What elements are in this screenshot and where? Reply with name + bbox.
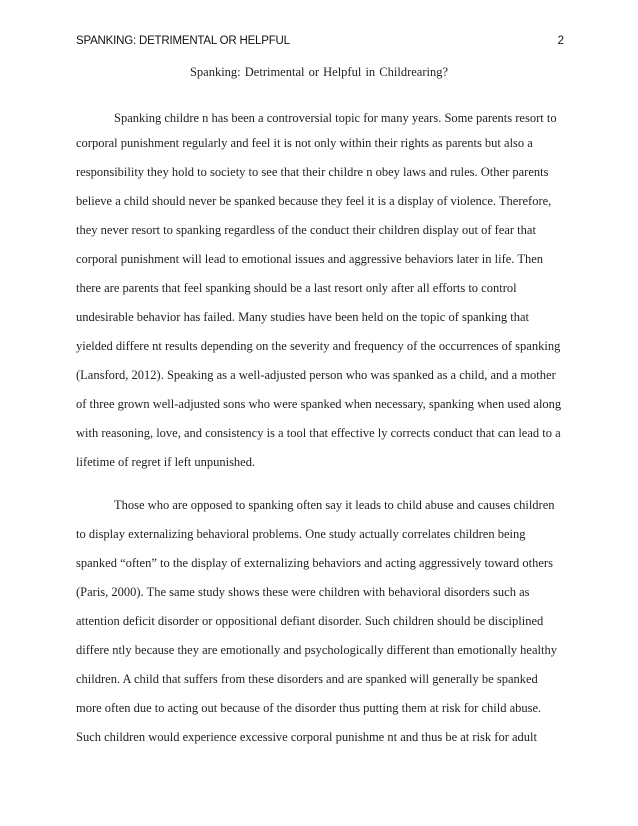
paragraph-line: undesirable behavior has failed. Many studies have been held on the topic of spanking that (76, 310, 529, 324)
paragraph-line: there are parents that feel spanking should be a last resort only after all efforts to control (76, 281, 517, 295)
paragraph-line: corporal punishment regularly and feel it is not only within their rights as parents but also a (76, 136, 533, 150)
paragraph-line: lifetime of regret if left unpunished. (76, 455, 256, 469)
paragraph-line: Those who are opposed to spanking often say it leads to child abuse and causes children (114, 498, 555, 512)
running-head: SPANKING: DETRIMENTAL OR HELPFUL (76, 35, 290, 47)
paragraph-line: yielded differe nt results depending on the severity and frequency of the occurrences of spanking (76, 339, 561, 353)
paragraph-line: spanked “often” to the display of externalizing behaviors and acting aggressively toward others (76, 556, 553, 570)
paragraph-line: responsibility they hold to society to see that their childre n obey laws and rules. Other parents (76, 165, 549, 179)
paragraph-line: more often due to acting out because of the disorder thus putting them at risk for child abuse. (76, 701, 542, 715)
paragraph-line: Such children would experience excessive corporal punishme nt and thus be at risk for adult (76, 730, 537, 744)
paragraph-line: (Paris, 2000). The same study shows these were children with behavioral disorders such as (76, 585, 530, 599)
paragraph-line: differe ntly because they are emotionally and psychologically different than emotionally healthy (76, 643, 557, 657)
paragraph-line: attention deficit disorder or oppositional defiant disorder. Such children should be disciplined (76, 614, 544, 628)
paragraph-line: to display externalizing behavioral problems. One study actually correlates children being (76, 527, 526, 541)
paragraph-line: they never resort to spanking regardless of the conduct their children display out of fear that (76, 223, 536, 237)
page-number: 2 (557, 35, 564, 47)
paragraph-line: with reasoning, love, and consistency is a tool that effective ly corrects conduct that can lead to a (76, 426, 561, 440)
paragraph-line: Spanking childre n has been a controversial topic for many years. Some parents resort to (114, 111, 557, 125)
paragraph-line: believe a child should never be spanked because they feel it is a display of violence. Therefore, (76, 194, 552, 208)
paragraph-line: of three grown well-adjusted sons who were spanked when necessary, spanking when used along (76, 397, 562, 411)
document-title: Spanking: Detrimental or Helpful in Childrearing? (189, 65, 449, 79)
paragraph-line: children. A child that suffers from these disorders and are spanked will generally be spanked (76, 672, 538, 686)
paragraph-line: corporal punishment will lead to emotional issues and aggressive behaviors later in life. Then (76, 252, 544, 266)
paragraph-line: (Lansford, 2012). Speaking as a well-adjusted person who was spanked as a child, and a mother (76, 368, 556, 382)
